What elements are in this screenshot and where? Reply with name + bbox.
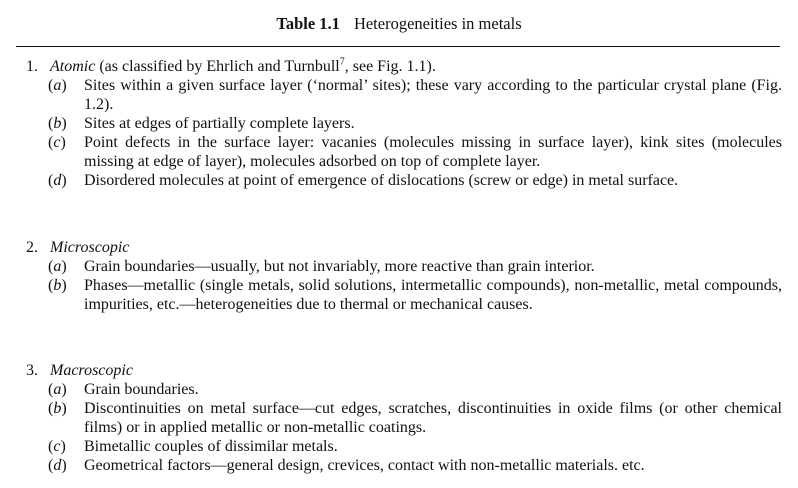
section-title: Macroscopic (50, 362, 133, 379)
item-text: Grain boundaries. (84, 381, 199, 398)
list-item (16, 399, 782, 437)
list-item (16, 276, 782, 314)
section-heading (16, 57, 780, 76)
table-label: Table 1.1 (276, 14, 340, 33)
item-marker: (b) (48, 115, 67, 132)
section-heading (16, 361, 780, 380)
item-marker: (d) (48, 172, 67, 189)
item-text: Disordered molecules at point of emergence of dislocations (screw or edge) in metal surface. (84, 172, 679, 189)
item-text: Grain boundaries—usually, but not invariably, more reactive than grain interior. (84, 258, 595, 275)
item-text: Discontinuities on metal surface—cut edges, scratches, discontinuities in oxide films (or other chemical films) or in applied metallic or non-metallic coatings. (84, 400, 782, 436)
list-item (16, 456, 782, 475)
item-text: Sites within a given surface layer (‘normal’ sites); these vary according to the particular crystal plane (Fig. 1.2). (84, 77, 782, 113)
section-title: Microscopic (50, 239, 130, 256)
list-item (16, 171, 782, 190)
list-item (16, 257, 782, 276)
section-macroscopic (16, 361, 780, 475)
item-marker: (c) (48, 134, 66, 151)
item-text: Phases—metallic (single metals, solid solutions, intermetallic compounds), non-metallic, metal compounds, impurities, etc.—heterogeneities due to thermal or mechanical causes. (84, 277, 782, 313)
list-item (16, 76, 782, 114)
section-number: 3. (26, 362, 38, 379)
table-caption (0, 14, 798, 33)
section-atomic (16, 57, 780, 190)
item-marker: (a) (48, 258, 67, 275)
table-title: Heterogeneities in metals (353, 14, 522, 33)
item-marker: (a) (48, 77, 67, 94)
item-marker: (d) (48, 457, 67, 474)
item-marker: (b) (48, 277, 67, 294)
table-top-rule (16, 46, 780, 47)
list-item (16, 437, 782, 456)
section-number: 1. (26, 58, 38, 75)
list-item (16, 380, 782, 399)
list-item (16, 133, 782, 171)
item-text: Geometrical factors—general design, crevices, contact with non-metallic materials. etc. (84, 457, 645, 474)
item-text: Sites at edges of partially complete layers. (84, 115, 355, 132)
reference-superscript: 7 (339, 56, 345, 68)
item-text: Point defects in the surface layer: vacanies (molecules missing in surface layer), kink sites (molecules missing at edge of layer), molecules adsorbed on top of complete layer. (84, 134, 782, 170)
section-number: 2. (26, 239, 38, 256)
section-heading (16, 238, 780, 257)
item-marker: (a) (48, 381, 67, 398)
section-title: Atomic (50, 58, 96, 75)
section-microscopic (16, 238, 780, 314)
item-marker: (b) (48, 400, 67, 417)
section-note: (as classified by Ehrlich and Turnbull (95, 58, 340, 75)
item-text: Bimetallic couples of dissimilar metals. (84, 438, 338, 455)
list-item (16, 114, 782, 133)
section-note-suffix: , see Fig. 1.1). (344, 58, 436, 75)
item-marker: (c) (48, 438, 66, 455)
